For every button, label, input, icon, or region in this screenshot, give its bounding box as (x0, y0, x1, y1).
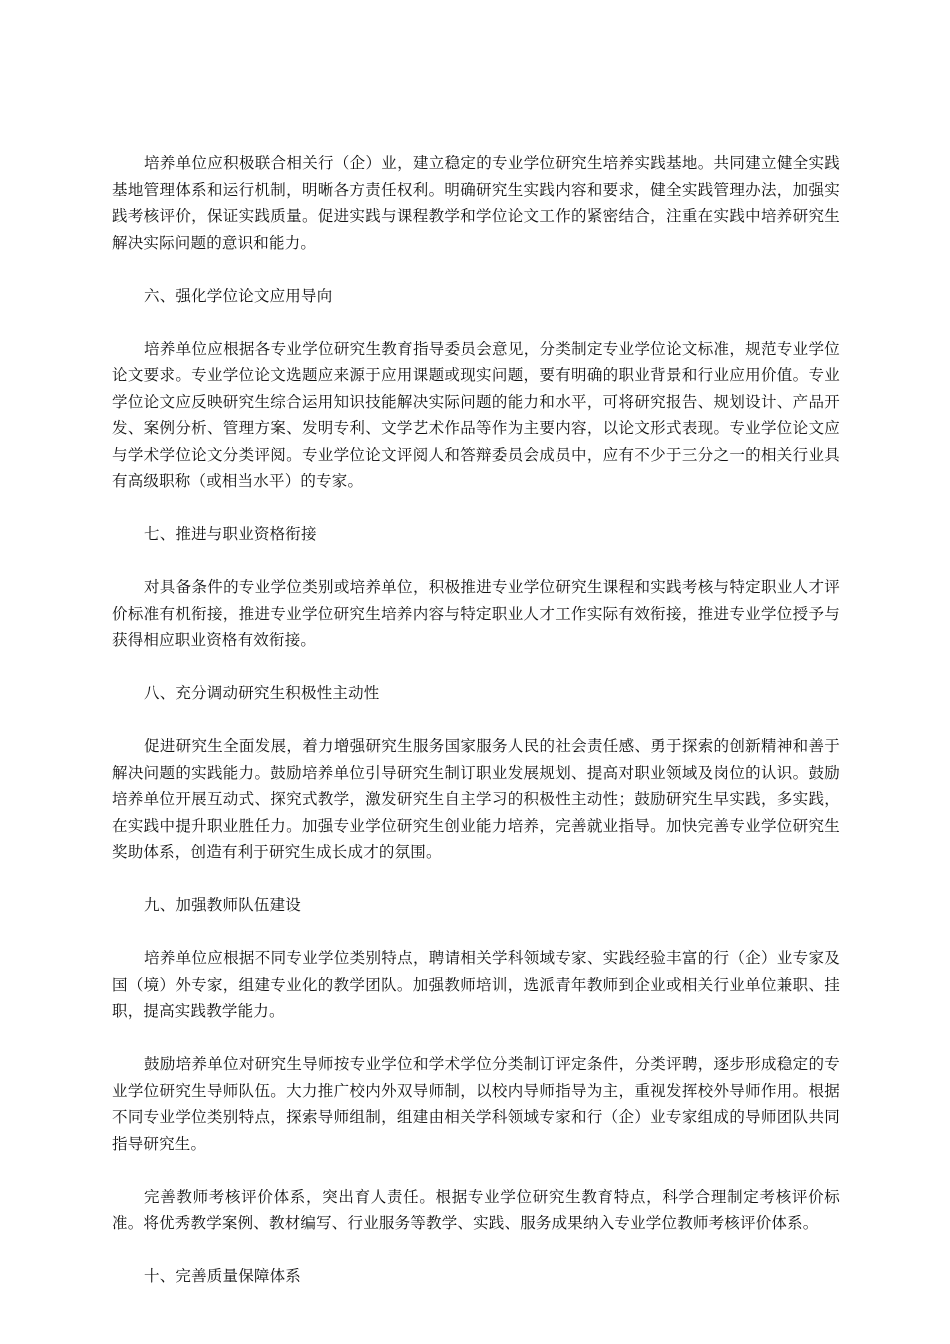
paragraph-teaching-team: 培养单位应根据不同专业学位类别特点，聘请相关学科领域专家、实践经验丰富的行（企）业专家及国（境）外专家，组建专业化的教学团队。加强教师培训，选派青年教师到企业或相关行业单位兼职、挂职，提高实践教学能力。 (112, 949, 840, 1020)
paragraph-thesis-orientation: 培养单位应根据各专业学位研究生教育指导委员会意见，分类制定专业学位论文标准，规范专业学位论文要求。专业学位论文选题应来源于应用课题或现实问题，要有明确的职业背景和行业应用价值。专业学位论文应反映研究生综合运用知识技能解决实际问题的能力和水平，可将研究报告、规划设计、产品开发、案例分析、管理方案、发明专利、文学艺术作品等作为主要内容，以论文形式表现。专业学位论文应与学术学位论文分类评阅。专业学位论文评阅人和答辩委员会成员中，应有不少于三分之一的相关行业具有高级职称（或相当水平）的专家。 (112, 339, 840, 490)
paragraph-student-initiative: 促进研究生全面发展，着力增强研究生服务国家服务人民的社会责任感、勇于探索的创新精神和善于解决问题的实践能力。鼓励培养单位引导研究生制订职业发展规划、提高对职业领域及岗位的认识。鼓励培养单位开展互动式、探究式教学，激发研究生自主学习的积极性主动性；鼓励研究生早实践，多实践，在实践中提升职业胜任力。加强专业学位研究生创业能力培养，完善就业指导。加快完善专业学位研究生奖助体系，创造有利于研究生成长成才的氛围。 (112, 737, 840, 861)
paragraph-practice-base: 培养单位应积极联合相关行（企）业，建立稳定的专业学位研究生培养实践基地。共同建立健全实践基地管理体系和运行机制，明晰各方责任权利。明确研究生实践内容和要求，健全实践管理办法，加强实践考核评价，保证实践质量。促进实践与课程教学和学位论文工作的紧密结合，注重在实践中培养研究生解决实际问题的意识和能力。 (112, 154, 840, 252)
section-heading-7: 七、推进与职业资格衔接 (144, 525, 317, 543)
paragraph-teacher-evaluation: 完善教师考核评价体系，突出育人责任。根据专业学位研究生教育特点，科学合理制定考核评价标准。将优秀教学案例、教材编写、行业服务等教学、实践、服务成果纳入专业学位教师考核评价体系。 (112, 1187, 840, 1232)
paragraph-vocational-qualification: 对具备条件的专业学位类别或培养单位，积极推进专业学位研究生课程和实践考核与特定职业人才评价标准有机衔接，推进专业学位研究生培养内容与特定职业人才工作实际有效衔接，推进专业学位授予与获得相应职业资格有效衔接。 (112, 578, 840, 649)
section-heading-10: 十、完善质量保障体系 (144, 1267, 302, 1285)
paragraph-supervisor-team: 鼓励培养单位对研究生导师按专业学位和学术学位分类制订评定条件，分类评聘，逐步形成稳定的专业学位研究生导师队伍。大力推广校内外双导师制，以校内导师指导为主，重视发挥校外导师作用。根据不同专业学位类别特点，探索导师组制，组建由相关学科领域专家和行（企）业专家组成的导师团队共同指导研究生。 (112, 1055, 840, 1153)
section-heading-9: 九、加强教师队伍建设 (144, 896, 302, 914)
section-heading-8: 八、充分调动研究生积极性主动性 (144, 684, 380, 702)
section-heading-6: 六、强化学位论文应用导向 (144, 286, 333, 305)
